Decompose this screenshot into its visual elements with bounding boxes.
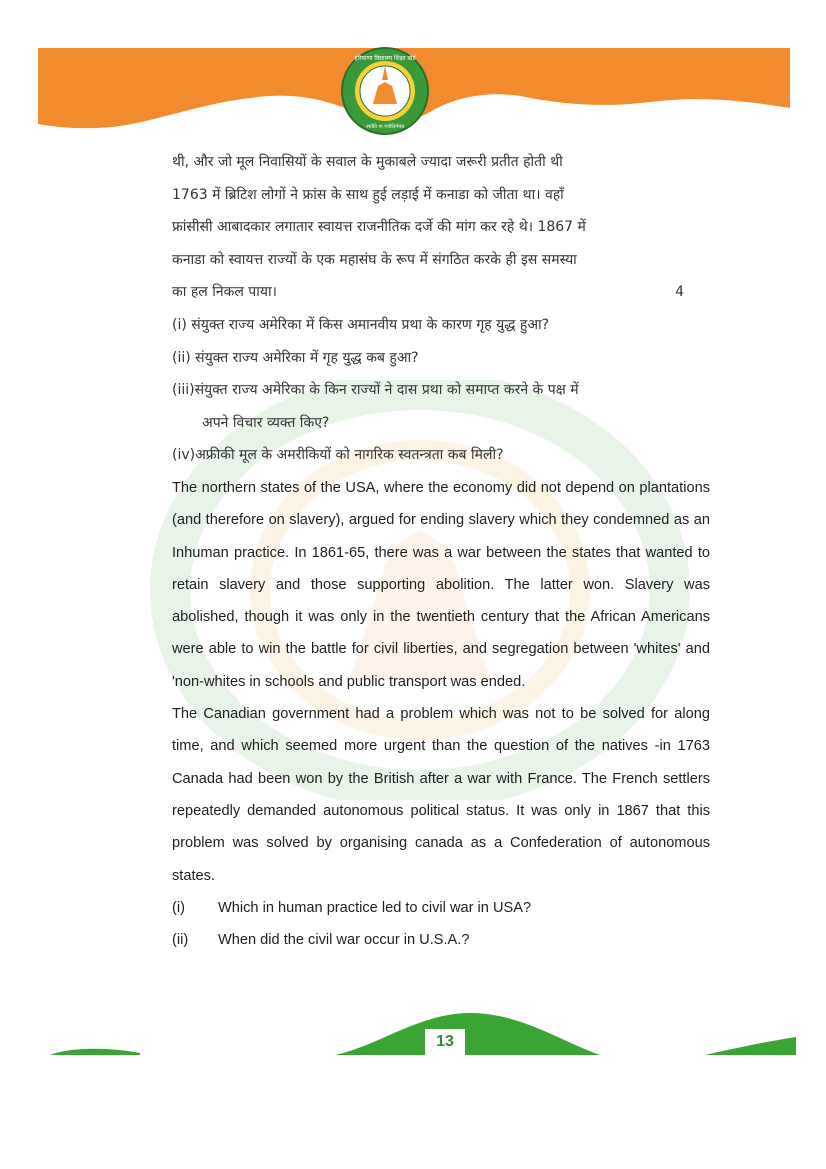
footer-wave: [0, 1005, 826, 1065]
hindi-line: 1763 में ब्रिटिश लोगों ने फ्रांस के साथ हुई लड़ाई में कनाडा को जीता था। वहाँ: [172, 186, 564, 203]
hindi-line: कनाडा को स्वायत्त राज्यों के एक महासंघ के रूप में संगठित करके ही इस समस्या: [172, 251, 577, 268]
question-text: When did the civil war occur in U.S.A.?: [218, 932, 470, 949]
hindi-question-3-continuation: अपने विचार व्यक्त किए?: [202, 414, 330, 431]
english-paragraph-2: The Canadian government had a problem which was not to be solved for along time, and which seemed more urgent than the question of the natives -in 1763 Canada had been won by the British after a war with France. The French settlers repeatedly demanded autonomous political status. It was only in 1867 that this problem was solved by organising canada as a Confederation of autonomous states.: [172, 706, 710, 884]
hindi-line: फ्रांसीसी आबादकार लगातार स्वायत्त राजनीतिक दर्जे की मांग कर रहे थे। 1867 में: [172, 219, 586, 236]
english-question-1: [172, 892, 710, 924]
english-paragraph-1: The northern states of the USA, where the economy did not depend on plantations (and therefore on slavery), argued for ending slavery which they condemned as an Inhuman practice. In 1861-65, there was a war between the states that wanted to retain slavery and those supporting abolition. The latter won. Slavery was abolished, though it was only in the twentieth century that the African Americans were able to win the battle for civil liberties, and segregation between 'whites' and 'non-whites in schools and public transport was ended.: [172, 479, 710, 690]
hindi-question-1: (i) संयुक्त राज्य अमेरिका में किस अमानवीय प्रथा के कारण गृह युद्ध हुआ?: [172, 316, 550, 333]
hindi-question-3-text: (iii)संयुक्त राज्य अमेरिका के किन राज्यों ने दास प्रथा को समाप्त करने के पक्ष में: [172, 382, 579, 399]
logo-bottom-text: ज्योति ना ज्योतिर्गमय: [365, 124, 405, 130]
hindi-line: थी, और जो मूल निवासियों के सवाल के मुकाबले ज्यादा जरूरी प्रतीत होती थी: [172, 154, 563, 170]
english-question-2: [172, 924, 710, 956]
hindi-paragraph: [172, 146, 710, 309]
question-text: Which in human practice led to civil war in USA?: [218, 899, 532, 916]
board-logo: [340, 46, 430, 136]
question-number: (i): [172, 899, 185, 916]
hindi-question-3: [172, 374, 710, 439]
hindi-question-4: (iv)अफ्रीकी मूल के अमरीकियों को नागरिक स्वतन्त्रता कब मिली?: [172, 447, 504, 464]
page-number: 13: [425, 1029, 465, 1055]
marks-label: 4: [675, 284, 684, 301]
hindi-question-2: (ii) संयुक्त राज्य अमेरिका में गृह युद्ध कब हुआ?: [172, 349, 419, 366]
hindi-line: का हल निकल पाया।: [172, 284, 277, 301]
question-number: (ii): [172, 932, 189, 949]
page-content: [172, 146, 710, 956]
logo-top-text: हरियाणा विद्यालय शिक्षा बोर्ड: [354, 55, 416, 62]
